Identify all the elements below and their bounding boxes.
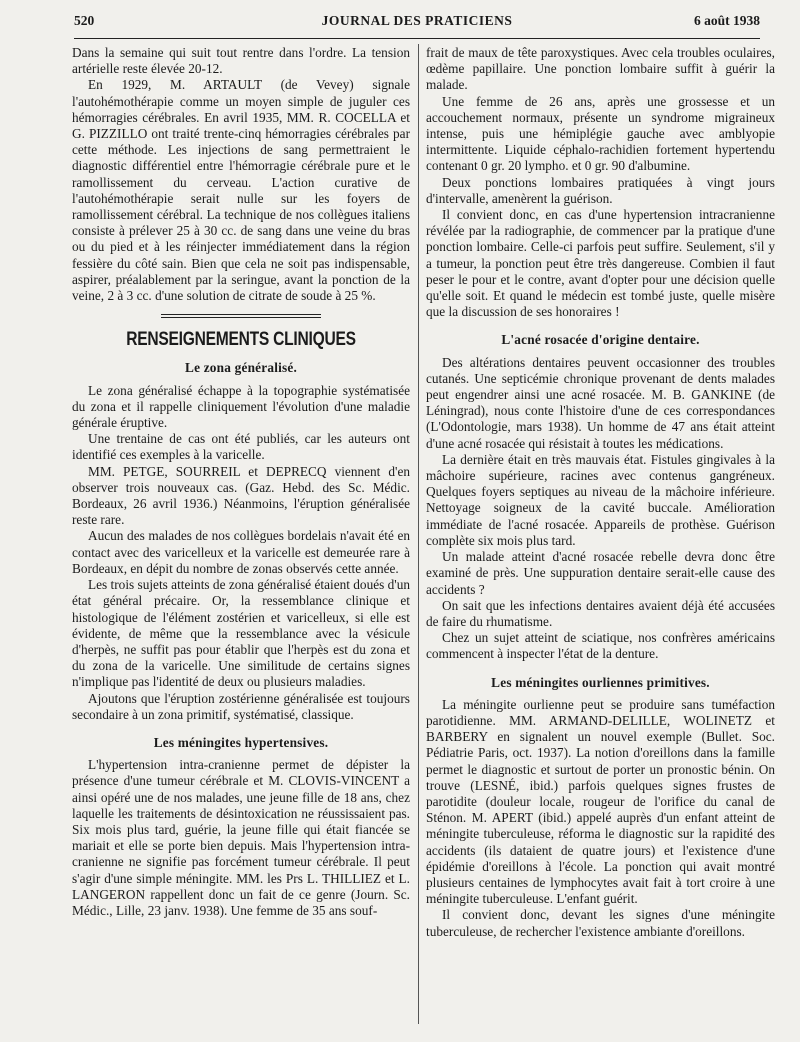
- paragraph: Un malade atteint d'acné rosacée rebelle devra donc être examiné de près. Une suppuration dentaire serait-elle cause des accidents ?: [426, 549, 775, 597]
- paragraph: Aucun des malades de nos collègues bordelais n'avait été en contact avec des varicelleux et la varicelle est demeurée rare à Bordeaux, en dépit du nombre de zonas observés cette année.: [72, 528, 410, 576]
- article-heading: Les méningites ourliennes primitives.: [491, 674, 710, 690]
- paragraph: Une femme de 26 ans, après une grossesse et un accouchement normaux, présente un syndrome migraineux intense, puis une hémiplégie gauche avec amblyopie intermittente. Liquide céphalo-rachidien fortement hypertendu contenant 0 gr. 20 lympho. et 0 gr. 90 d'albumine.: [426, 93, 775, 174]
- paragraph: On sait que les infections dentaires avaient déjà été accusées de faire du rhumatisme.: [426, 597, 775, 629]
- article-heading: Le zona généralisé.: [185, 360, 297, 376]
- section-title: RENSEIGNEMENTS CLINIQUES: [126, 329, 356, 351]
- header-rule: [74, 38, 760, 39]
- column-divider: [418, 44, 419, 1024]
- paragraph: Les trois sujets atteints de zona généralisé étaient doués d'un état général précaire. Or, la ressemblance clinique et histologique de l'élément zostérien et varicelleux, si elle est évidente, de même que la ressemblance avec la vésicule d'herpès, ne suffit pas pour établir que l'herpès est du zona et du zona de la varicelle. Une similitude de certains signes n'implique pas l'identité de deux ou plusieurs maladies.: [72, 577, 410, 690]
- paragraph: L'hypertension intra-cranienne permet de dépister la présence d'une tumeur cérébrale et M. CLOVIS-VINCENT a ainsi opéré une de nos malades, une jeune fille de 18 ans, chez laquelle les traitements de désintoxication ne réussissaient pas. Six mois plus tard, guérie, la jeune fille qui était fiancée se mariait et elle se porte bien depuis. Mais l'hypertension intra-cranienne ne signifie pas forcément tumeur cérébrale. Il peut s'agir d'une simple méningite. MM. les Prs L. THILLIEZ et L. LANGERON rappellent donc un fait de ce genre (Journ. Sc. Médic., Lille, 23 janv. 1938). Une femme de 35 ans souf-: [72, 757, 410, 918]
- paragraph: MM. PETGE, SOURREIL et DEPRECQ viennent d'en observer trois nouveaux cas. (Gaz. Hebd. des Sc. Médic. Bordeaux, 26 avril 1936.) Néanmoins, l'éruption généralisée reste rare.: [72, 463, 410, 528]
- issue-date: 6 août 1938: [693, 13, 760, 28]
- paragraph: Des altérations dentaires peuvent occasionner des troubles cutanés. Une septicémie chronique provenant de dents malades peut engendrer ainsi une acné rosacée. M. B. GANKINE (de Léningrad), nous conte l'histoire d'une de ces correspondances (L'Odontologie, mars 1938). Un homme de 47 ans était atteint d'une acné rosacée qui résistait à toutes les médications.: [426, 354, 775, 451]
- paragraph: Deux ponctions lombaires pratiquées à vingt jours d'intervalle, amenèrent la guérison.: [426, 174, 775, 206]
- page-header: [74, 13, 760, 37]
- paragraph: Il convient donc, devant les signes d'une méningite tuberculeuse, de rechercher l'existence ambiante d'oreillons.: [426, 907, 775, 939]
- paragraph: Ajoutons que l'éruption zostérienne généralisée est toujours secondaire à un zona primitif, systématisé, classique.: [72, 690, 410, 722]
- paragraph: Chez un sujet atteint de sciatique, nos confrères américains commencent à inspecter l'état de la denture.: [426, 630, 775, 662]
- paragraph: La dernière était en très mauvais état. Fistules gingivales à la mâchoire supérieure, racines avec contenus gangréneux. Quelques foyers septiques au niveau de la mâchoire inférieure. Nettoyage soigneux de la cavité buccale. Amélioration immédiate de l'acné rosacée. Appareils de prothèse. Guérison complète six mois plus tard.: [426, 451, 775, 548]
- article-heading: L'acné rosacée d'origine dentaire.: [501, 332, 700, 348]
- banner-rule: [161, 314, 321, 318]
- paragraph: Il convient donc, en cas d'une hypertension intracranienne révélée par la radiographie, de commencer par la pratique d'une ponction lombaire. Celle-ci parfois peut suffire. Seulement, s'il y a tumeur, la ponction peut être très dangereuse. Combien il faut peser le pour et le contre, avant d'opter pour une décision quelle qu'elle soit. Et quand le médecin est tombé juste, quelle misère que la discussion de ses honoraires !: [426, 207, 775, 320]
- paragraph: frait de maux de tête paroxystiques. Avec cela troubles oculaires, œdème papillaire. Une ponction lombaire suffit à guérir la malade.: [426, 45, 775, 93]
- paragraph: Dans la semaine qui suit tout rentre dans l'ordre. La tension artérielle reste élevée 20-12.: [72, 45, 410, 77]
- left-column: [72, 45, 410, 919]
- paragraph: Une trentaine de cas ont été publiés, car les auteurs ont identifié ces exemples à la varicelle.: [72, 431, 410, 463]
- section-banner: [72, 314, 410, 351]
- right-column: [426, 45, 775, 940]
- paragraph: Le zona généralisé échappe à la topographie systématisée du zona et il rappelle cliniquement l'évolution d'une maladie générale éruptive.: [72, 382, 410, 431]
- page-number: 520: [74, 13, 95, 28]
- paragraph: La méningite ourlienne peut se produire sans tuméfaction parotidienne. MM. ARMAND-DELILLE, WOLINETZ et BARBERY en signalent un nouvel exemple (Bullet. Soc. Pédiatrie Paris, oct. 1937). La notion d'oreillons dans la famille permet le diagnostic et surtout de porter un pronostic bénin. On trouve (LESNÉ, ibid.) parfois quelques signes frustes de parotidite (douleur locale, rougeur de l'orifice du canal de Sténon. M. APERT (ibid.) appelé auprès d'un enfant atteint de méningite tuberculeuse, réforma le diagnostic sur la rapidité des accidents (ils dataient de quatre jours) et l'existence d'une épidémie d'oreillons à l'école. La ponction qui avait montré plusieurs centaines de lymphocytes avait fait à tort croire à une méningite tuberculeuse. L'enfant guérit.: [426, 696, 775, 907]
- journal-title: JOURNAL DES PRATICIENS: [321, 13, 513, 28]
- article-heading: Les méningites hypertensives.: [153, 734, 329, 750]
- paragraph: En 1929, M. ARTAULT (de Vevey) signale l'autohémothérapie comme un moyen simple de juguler ces hémorragies cérébrales. En avril 1935, MM. R. COCELLA et G. PIZZILLO ont traité trente-cinq hémorragies cérébrales par cette méthode. Les injections de sang permettraient le diagnostic différentiel entre l'hémorragie cérébrale pure et le ramollissement du cerveau. L'action curative de l'autohémothérapie serait nulle sur les foyers de ramollissement cérébral. La technique de nos collègues italiens consiste à prélever 25 à 30 cc. de sang dans une veine du bras ou du pied et à les réinjecter immédiatement dans la région fessière du côté sain. Bien que cela ne soit pas indispensable, aspirer, préalablement par la seringue, avant la ponction de la veine, 2 à 3 cc. d'une solution de citrate de soude à 25 %.: [72, 77, 410, 304]
